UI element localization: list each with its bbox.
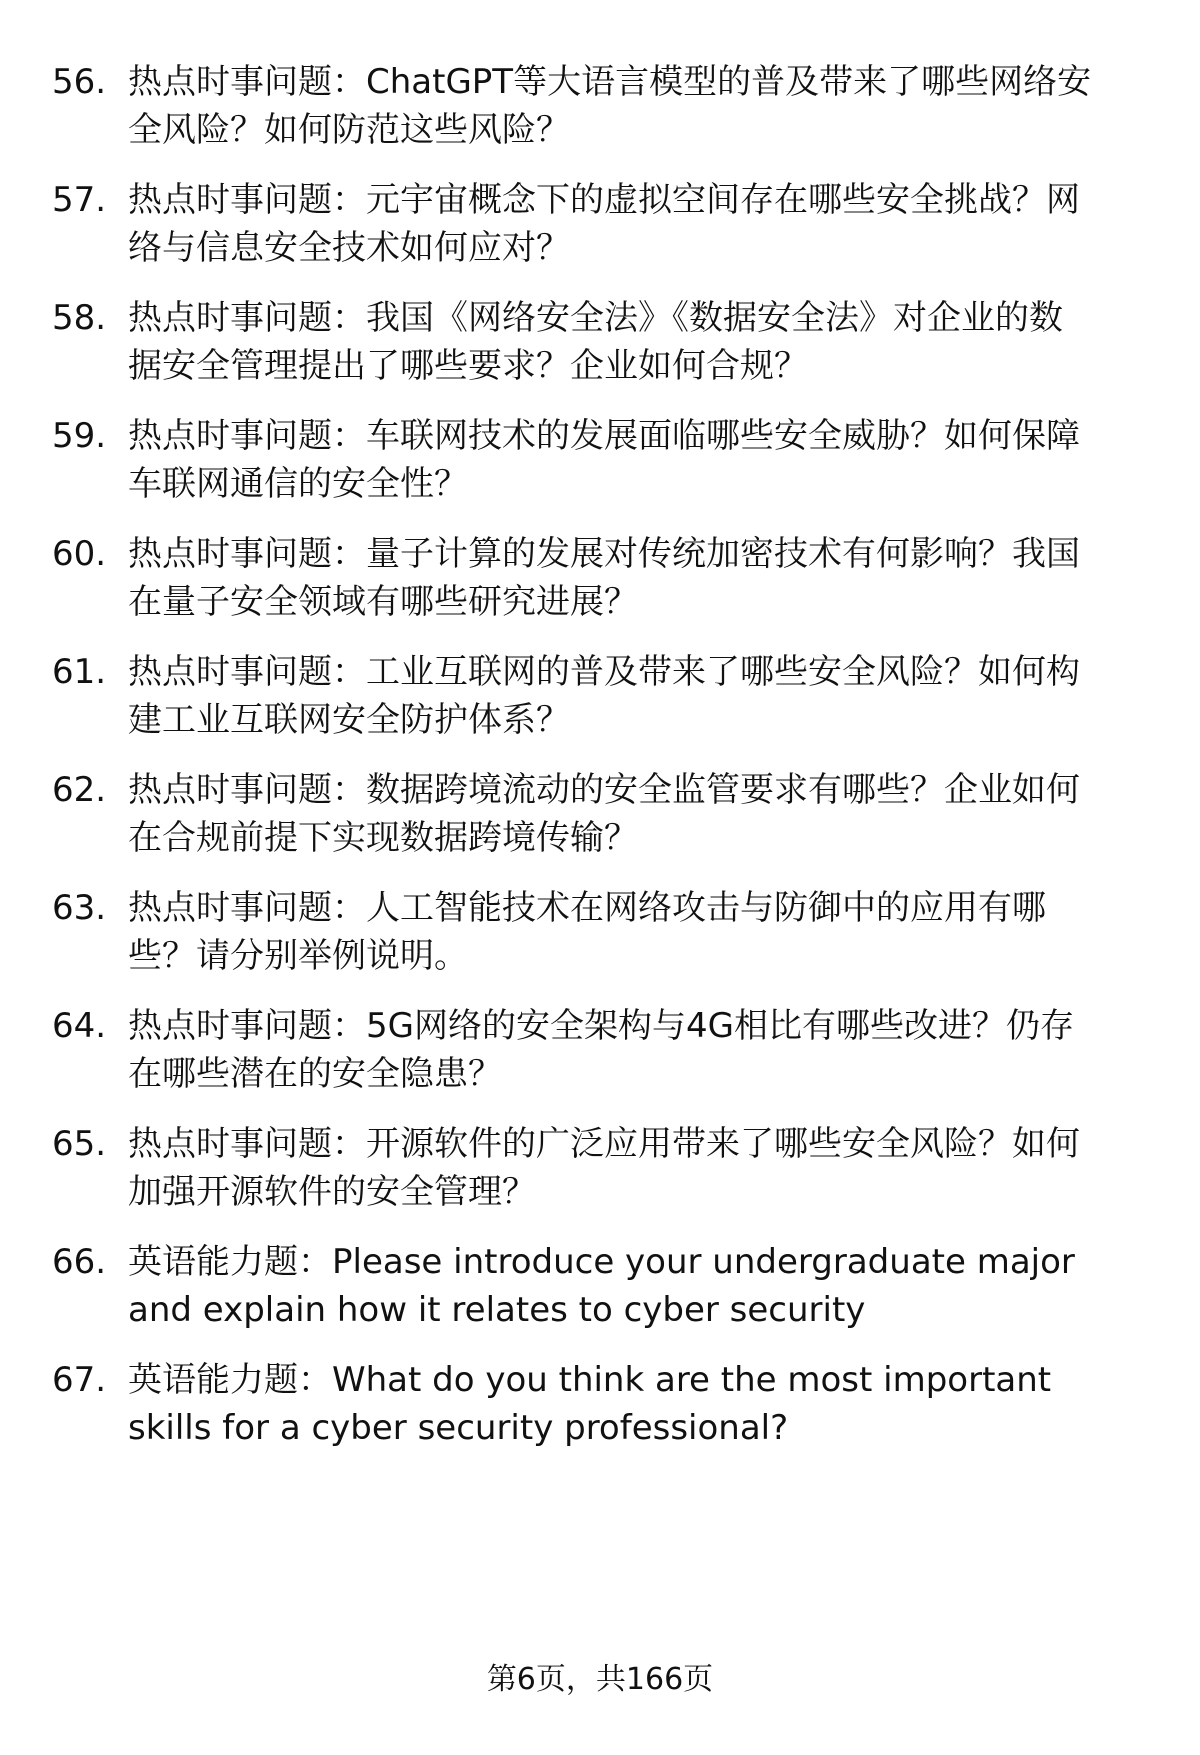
question-number: 61.: [52, 652, 107, 692]
question-item: [0, 294, 1200, 394]
question-item: [0, 766, 1200, 866]
question-text: 热点时事问题：数据跨境流动的安全监管要求有哪些？企业如何 在合规前提下实现数据跨境传输？: [128, 770, 1080, 858]
question-number: 67.: [52, 1360, 107, 1400]
question-number: 66.: [52, 1242, 107, 1282]
question-text: 热点时事问题：量子计算的发展对传统加密技术有何影响？我国 在量子安全领域有哪些研究进展？: [128, 534, 1080, 622]
question-text: 热点时事问题：开源软件的广泛应用带来了哪些安全风险？如何 加强开源软件的安全管理？: [128, 1124, 1080, 1212]
question-number: 58.: [52, 298, 107, 338]
question-number: 60.: [52, 534, 107, 574]
question-item: [0, 648, 1200, 748]
question-text: 热点时事问题：5G网络的安全架构与4G相比有哪些改进？仍存 在哪些潜在的安全隐患？: [128, 1006, 1074, 1094]
question-number: 62.: [52, 770, 107, 810]
question-item: [0, 58, 1200, 158]
question-text: 热点时事问题：车联网技术的发展面临哪些安全威胁？如何保障 车联网通信的安全性？: [128, 416, 1080, 504]
question-text: 热点时事问题：ChatGPT等大语言模型的普及带来了哪些网络安 全风险？如何防范这些风险？: [128, 62, 1092, 150]
question-number: 64.: [52, 1006, 107, 1046]
question-number: 59.: [52, 416, 107, 456]
question-item: [0, 884, 1200, 984]
question-text: 英语能力题：What do you think are the most important skills for a cyber security professional?: [128, 1360, 1052, 1448]
question-number: 65.: [52, 1124, 107, 1164]
question-text: 热点时事问题：人工智能技术在网络攻击与防御中的应用有哪 些？请分别举例说明。: [128, 888, 1046, 976]
question-text: 热点时事问题：元宇宙概念下的虚拟空间存在哪些安全挑战？网 络与信息安全技术如何应对？: [128, 180, 1080, 268]
question-number: 63.: [52, 888, 107, 928]
question-number: 56.: [52, 62, 107, 102]
question-text: 热点时事问题：我国《网络安全法》《数据安全法》对企业的数 据安全管理提出了哪些要求？企业如何合规？: [128, 298, 1063, 386]
question-text: 英语能力题：Please introduce your undergraduate major and explain how it relates to cyber security: [128, 1242, 1075, 1330]
question-item: [0, 530, 1200, 630]
question-item: [0, 176, 1200, 276]
question-text: 热点时事问题：工业互联网的普及带来了哪些安全风险？如何构 建工业互联网安全防护体系？: [128, 652, 1080, 740]
question-item: [0, 1120, 1200, 1220]
question-item: [0, 412, 1200, 512]
question-item: [0, 1356, 1200, 1456]
question-number: 57.: [52, 180, 107, 220]
page-footer: 第6页，共166页: [486, 1662, 714, 1697]
question-item: [0, 1002, 1200, 1102]
question-item: [0, 1238, 1200, 1338]
